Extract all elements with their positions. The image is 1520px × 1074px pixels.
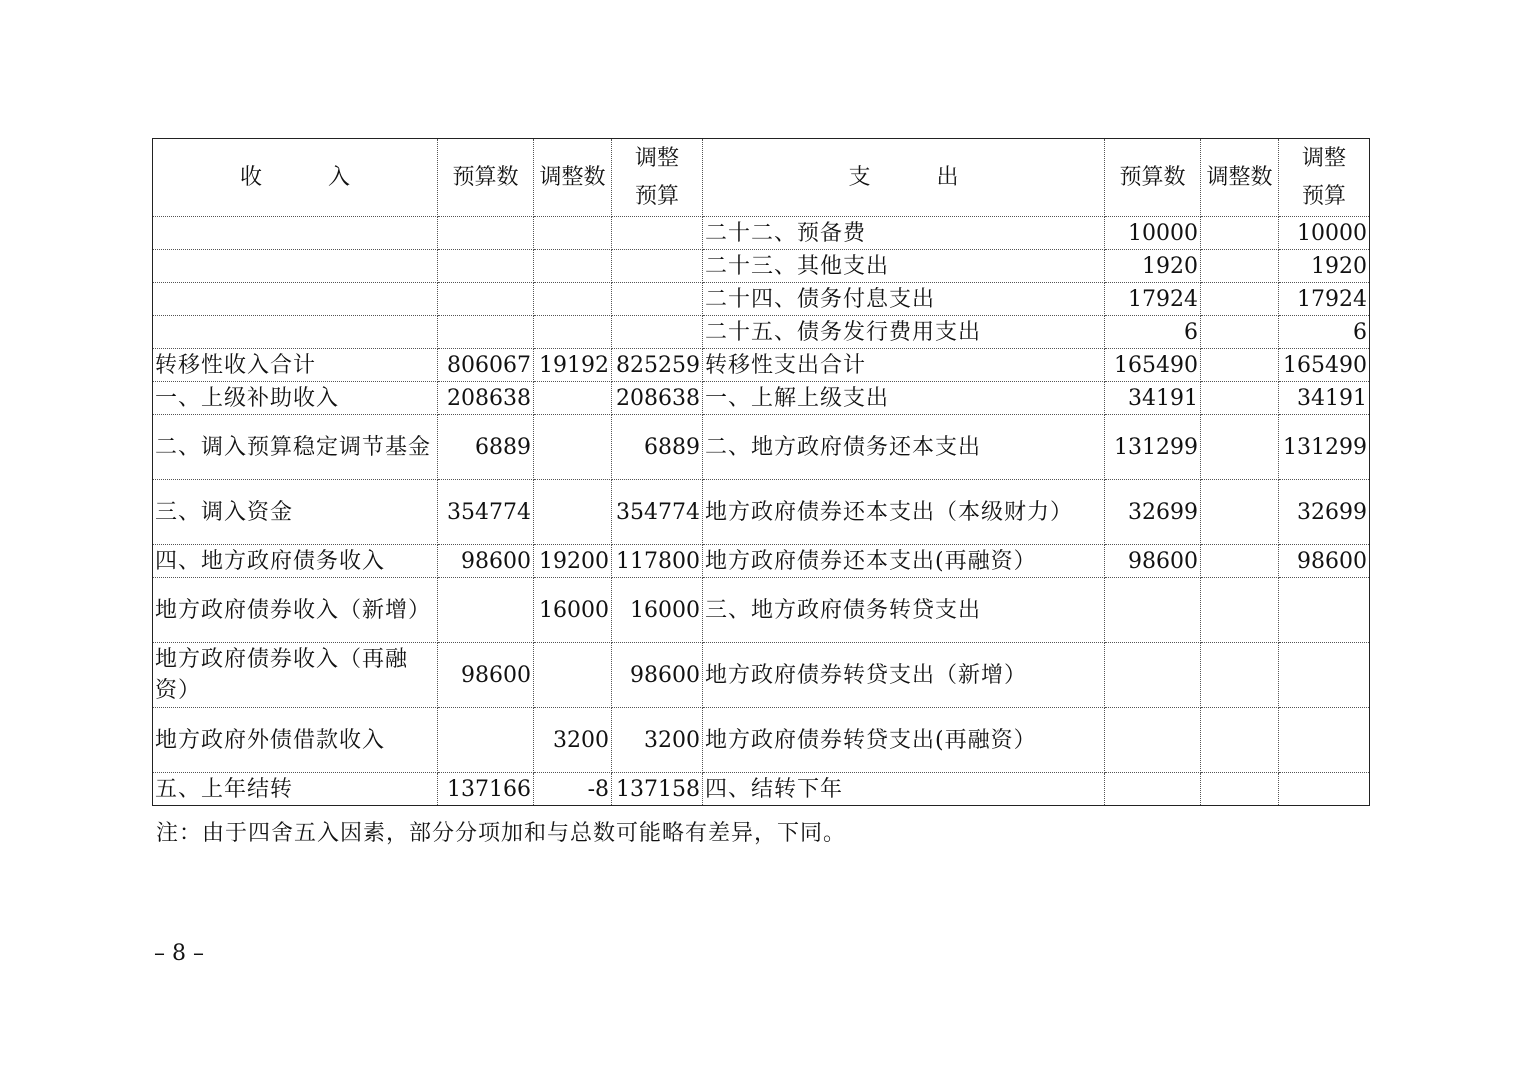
income-budget: 98600 <box>438 545 534 578</box>
expense-adjust <box>1201 480 1279 545</box>
table-row <box>153 480 1370 545</box>
income-budget: 137166 <box>438 773 534 806</box>
income-budget: 208638 <box>438 382 534 415</box>
expense-adjust <box>1201 545 1279 578</box>
budget-adjustment-table <box>152 138 1370 806</box>
expense-budget: 98600 <box>1105 545 1201 578</box>
table-header-row <box>153 139 1370 217</box>
income-adjust: -8 <box>534 773 612 806</box>
expense-adjusted: 32699 <box>1279 480 1370 545</box>
income-adjust <box>534 480 612 545</box>
header-income-adjust: 调整数 <box>534 139 612 217</box>
header-income-adjusted-budget <box>612 139 703 217</box>
header-adjusted-line1: 调整 <box>634 145 679 171</box>
income-budget <box>438 283 534 316</box>
income-adjusted <box>612 316 703 349</box>
table-row <box>153 708 1370 773</box>
header-expense-adjusted-budget <box>1279 139 1370 217</box>
income-budget: 354774 <box>438 480 534 545</box>
expense-adjusted <box>1279 643 1370 708</box>
table-row <box>153 643 1370 708</box>
income-item: 转移性收入合计 <box>153 349 438 382</box>
expense-adjust <box>1201 415 1279 480</box>
expense-adjust <box>1201 643 1279 708</box>
income-item <box>153 217 438 250</box>
expense-item: 二十三、其他支出 <box>703 250 1105 283</box>
income-adjust <box>534 382 612 415</box>
income-adjust <box>534 316 612 349</box>
expense-adjust <box>1201 773 1279 806</box>
expense-item: 二十二、预备费 <box>703 217 1105 250</box>
expense-adjust <box>1201 578 1279 643</box>
header-adjusted-line2: 预算 <box>1301 183 1346 209</box>
expense-budget <box>1105 643 1201 708</box>
income-item <box>153 316 438 349</box>
expense-item: 二十五、债务发行费用支出 <box>703 316 1105 349</box>
income-adjust <box>534 415 612 480</box>
income-item: 四、地方政府债务收入 <box>153 545 438 578</box>
income-adjust: 3200 <box>534 708 612 773</box>
expense-budget <box>1105 578 1201 643</box>
income-adjusted: 16000 <box>612 578 703 643</box>
header-expense: 支 出 <box>703 139 1105 217</box>
header-adjusted-line2: 预算 <box>634 183 679 209</box>
expense-budget: 1920 <box>1105 250 1201 283</box>
expense-adjust <box>1201 217 1279 250</box>
expense-budget <box>1105 773 1201 806</box>
expense-adjust <box>1201 349 1279 382</box>
expense-item: 三、地方政府债务转贷支出 <box>703 578 1105 643</box>
expense-item: 地方政府债券还本支出(再融资） <box>703 545 1105 578</box>
expense-adjusted: 98600 <box>1279 545 1370 578</box>
expense-adjusted: 165490 <box>1279 349 1370 382</box>
income-item: 二、调入预算稳定调节基金 <box>153 415 438 480</box>
table-row <box>153 578 1370 643</box>
table-row <box>153 250 1370 283</box>
expense-adjusted <box>1279 773 1370 806</box>
income-item: 三、调入资金 <box>153 480 438 545</box>
expense-item: 四、结转下年 <box>703 773 1105 806</box>
income-budget: 98600 <box>438 643 534 708</box>
expense-adjust <box>1201 708 1279 773</box>
income-adjusted: 98600 <box>612 643 703 708</box>
income-budget <box>438 316 534 349</box>
header-expense-adjust: 调整数 <box>1201 139 1279 217</box>
income-adjusted: 6889 <box>612 415 703 480</box>
expense-item: 转移性支出合计 <box>703 349 1105 382</box>
page-number: – 8 – <box>154 941 204 966</box>
income-item: 地方政府债券收入（再融资） <box>153 643 438 708</box>
income-adjusted: 825259 <box>612 349 703 382</box>
income-item: 五、上年结转 <box>153 773 438 806</box>
expense-item: 二十四、债务付息支出 <box>703 283 1105 316</box>
income-item <box>153 250 438 283</box>
income-budget <box>438 708 534 773</box>
expense-adjusted: 131299 <box>1279 415 1370 480</box>
income-item: 一、上级补助收入 <box>153 382 438 415</box>
expense-item: 地方政府债券还本支出（本级财力） <box>703 480 1105 545</box>
expense-budget: 32699 <box>1105 480 1201 545</box>
income-adjust <box>534 250 612 283</box>
income-item: 地方政府外债借款收入 <box>153 708 438 773</box>
income-adjusted <box>612 283 703 316</box>
expense-item: 二、地方政府债务还本支出 <box>703 415 1105 480</box>
expense-budget: 165490 <box>1105 349 1201 382</box>
expense-item: 地方政府债券转贷支出(再融资） <box>703 708 1105 773</box>
expense-budget: 17924 <box>1105 283 1201 316</box>
expense-budget: 34191 <box>1105 382 1201 415</box>
income-budget <box>438 250 534 283</box>
expense-adjusted: 34191 <box>1279 382 1370 415</box>
expense-adjust <box>1201 250 1279 283</box>
income-adjust: 19200 <box>534 545 612 578</box>
table-row <box>153 349 1370 382</box>
expense-item: 地方政府债券转贷支出（新增） <box>703 643 1105 708</box>
income-adjust <box>534 643 612 708</box>
expense-budget: 131299 <box>1105 415 1201 480</box>
header-income-budget: 预算数 <box>438 139 534 217</box>
expense-adjust <box>1201 382 1279 415</box>
table-row <box>153 382 1370 415</box>
income-item: 地方政府债券收入（新增） <box>153 578 438 643</box>
table-row <box>153 415 1370 480</box>
expense-budget <box>1105 708 1201 773</box>
expense-adjusted <box>1279 578 1370 643</box>
table-row <box>153 545 1370 578</box>
table-row <box>153 316 1370 349</box>
header-adjusted-line1: 调整 <box>1301 145 1346 171</box>
income-budget <box>438 578 534 643</box>
income-adjusted: 3200 <box>612 708 703 773</box>
expense-adjusted <box>1279 708 1370 773</box>
expense-adjust <box>1201 283 1279 316</box>
header-income: 收 入 <box>153 139 438 217</box>
rounding-note: 注：由于四舍五入因素，部分分项加和与总数可能略有差异，下同。 <box>156 821 847 846</box>
income-adjust <box>534 283 612 316</box>
header-expense-budget: 预算数 <box>1105 139 1201 217</box>
expense-adjusted: 1920 <box>1279 250 1370 283</box>
expense-adjusted: 6 <box>1279 316 1370 349</box>
income-adjusted: 137158 <box>612 773 703 806</box>
table-row <box>153 217 1370 250</box>
expense-adjusted: 10000 <box>1279 217 1370 250</box>
income-budget <box>438 217 534 250</box>
income-adjust: 16000 <box>534 578 612 643</box>
income-adjusted: 354774 <box>612 480 703 545</box>
income-adjusted <box>612 250 703 283</box>
expense-budget: 10000 <box>1105 217 1201 250</box>
income-item <box>153 283 438 316</box>
income-budget: 806067 <box>438 349 534 382</box>
expense-adjusted: 17924 <box>1279 283 1370 316</box>
income-adjusted <box>612 217 703 250</box>
expense-budget: 6 <box>1105 316 1201 349</box>
expense-item: 一、上解上级支出 <box>703 382 1105 415</box>
table-row <box>153 773 1370 806</box>
income-adjust <box>534 217 612 250</box>
income-adjusted: 117800 <box>612 545 703 578</box>
income-adjust: 19192 <box>534 349 612 382</box>
table-row <box>153 283 1370 316</box>
income-budget: 6889 <box>438 415 534 480</box>
expense-adjust <box>1201 316 1279 349</box>
income-adjusted: 208638 <box>612 382 703 415</box>
